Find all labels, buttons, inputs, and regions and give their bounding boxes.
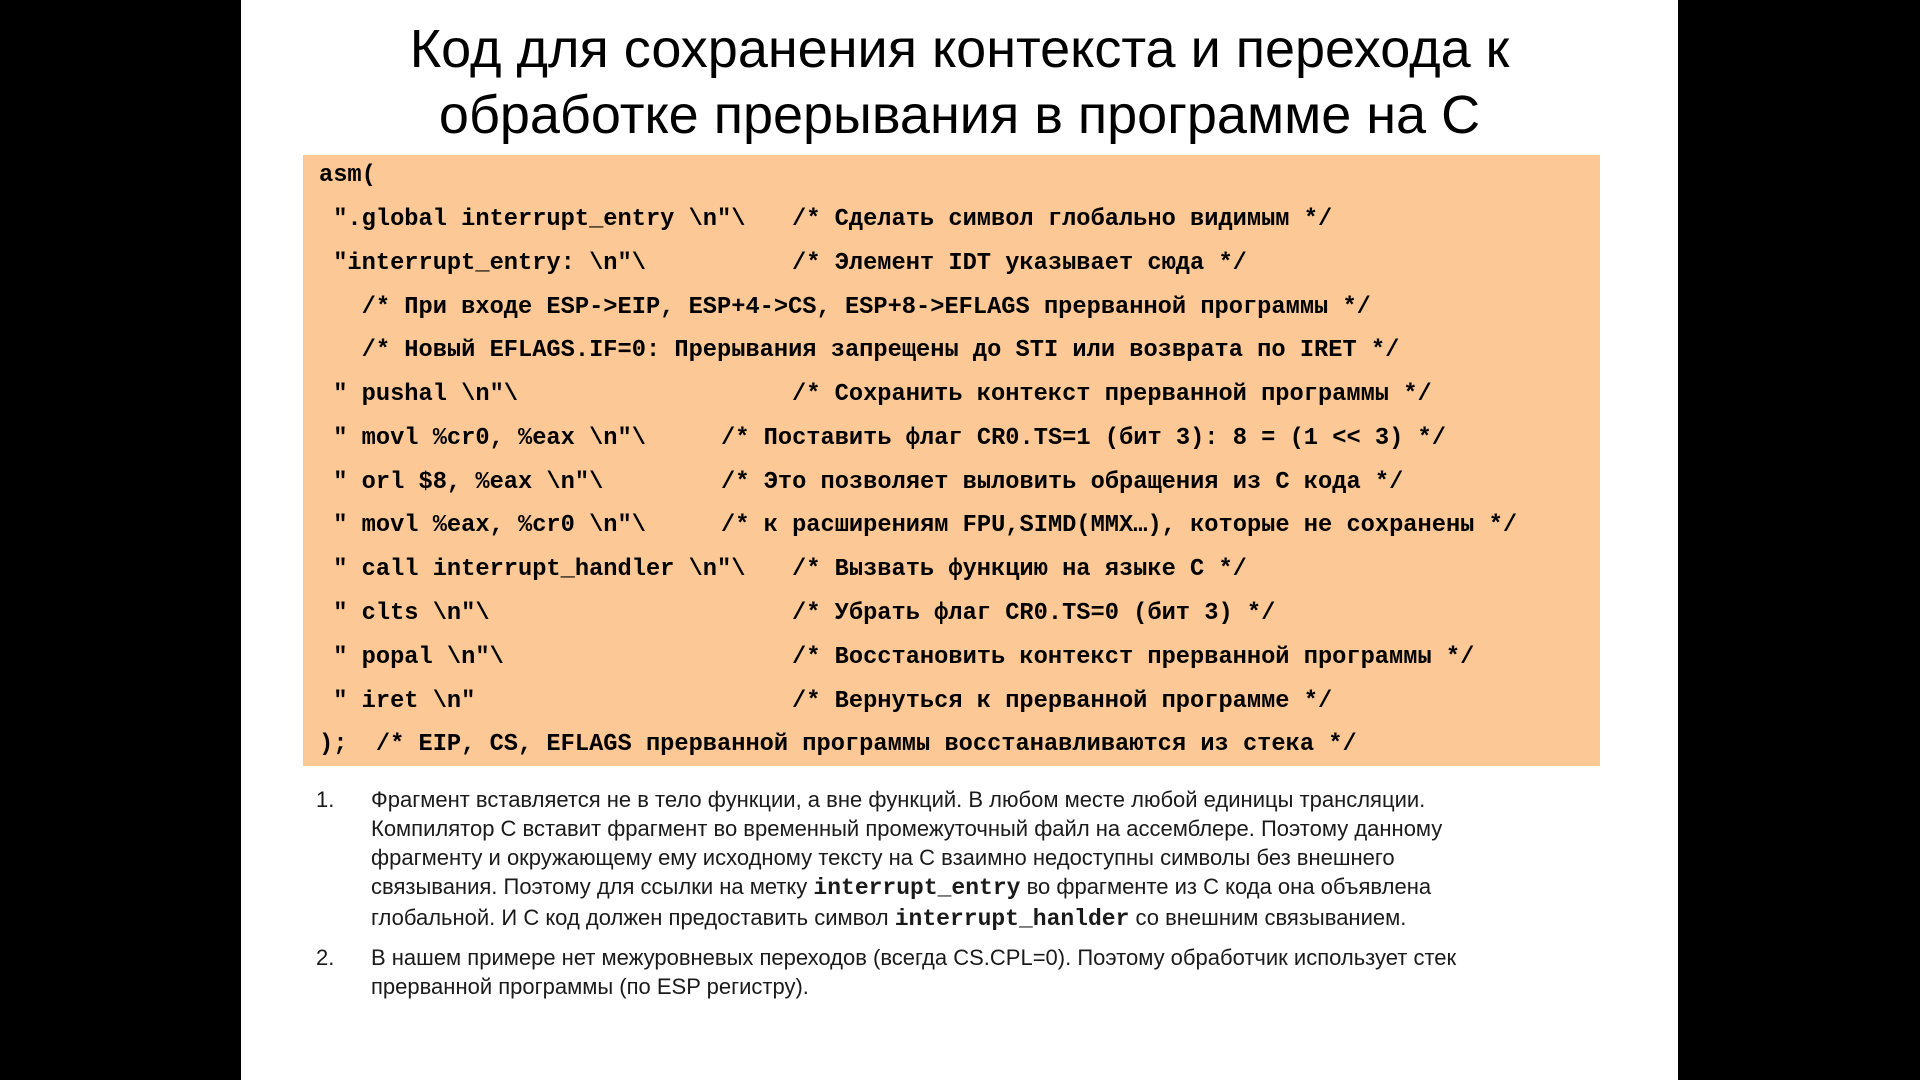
code-comment: /* Вызвать функцию на языке С */: [792, 556, 1247, 583]
note-text: [371, 785, 1621, 934]
code-text: " popal \n"\: [319, 644, 504, 671]
code-comment: /* Поставить флаг CR0.TS=1 (бит 3): 8 = (1 << 3) */: [721, 425, 1446, 452]
code-comment: /* Восстановить контекст прерванной программы */: [792, 644, 1475, 671]
code-text: asm(: [319, 162, 376, 189]
code-comment: /* Сохранить контекст прерванной программы */: [792, 381, 1432, 408]
code-line: [303, 682, 1600, 722]
slide-title: [241, 16, 1678, 148]
title-line-2: обработке прерывания в программе на С: [438, 85, 1481, 145]
code-text: " iret \n": [319, 688, 476, 715]
code-text: ); /* EIP, CS, EFLAGS прерванной программы восстанавливаются из стека */: [319, 731, 1357, 758]
note-line: прерванной программы (по ESP регистру).: [371, 974, 809, 999]
note-text-part: глобальной. И С код должен предоставить символ: [371, 905, 895, 930]
title-line-1: Код для сохранения контекста и перехода к: [409, 19, 1510, 79]
code-line: [303, 419, 1600, 459]
code-text: " call interrupt_handler \n"\: [319, 556, 746, 583]
code-line: [303, 594, 1600, 634]
code-text: " pushal \n"\: [319, 381, 519, 408]
code-text: " movl %cr0, %eax \n"\: [319, 425, 646, 452]
note-line: Фрагмент вставляется не в тело функции, а вне функций. В любом месте любой единицы трансляции.: [371, 787, 1426, 812]
list-number: 1.: [316, 787, 335, 812]
note-line: В нашем примере нет межуровневых переходов (всегда CS.CPL=0). Поэтому обработчик использует стек: [371, 945, 1457, 970]
code-text: " orl $8, %eax \n"\: [319, 469, 604, 496]
note-text-part: во фрагменте из С кода она объявлена: [1020, 874, 1432, 899]
note-text-part: связывания. Поэтому для ссылки на метку: [371, 874, 814, 899]
slide: [241, 0, 1678, 1080]
inline-code: interrupt_entry: [813, 875, 1021, 901]
code-line: [303, 244, 1600, 284]
code-block: [303, 155, 1600, 766]
note-line: [371, 872, 1621, 903]
code-comment: /* к расширениям FPU,SIMD(MMX…), которые не сохранены */: [721, 512, 1518, 539]
code-text: /* Новый EFLAGS.IF=0: Прерывания запрещены до STI или возврата по IRET */: [319, 337, 1400, 364]
code-line: [303, 550, 1600, 590]
code-line: [303, 463, 1600, 503]
inline-code: interrupt_hanlder: [894, 906, 1130, 932]
code-comment: /* Убрать флаг CR0.TS=0 (бит 3) */: [792, 600, 1276, 627]
code-line: [303, 725, 1600, 765]
code-line: [303, 506, 1600, 546]
code-comment: /* Сделать символ глобально видимым */: [792, 206, 1333, 233]
note-line: фрагменту и окружающему ему исходному тексту на С взаимно недоступны символы без внешнего: [371, 845, 1395, 870]
code-text: " movl %eax, %cr0 \n"\: [319, 512, 646, 539]
code-text: "interrupt_entry: \n"\: [319, 250, 646, 277]
note-text: [371, 943, 1621, 1001]
code-text: /* При входе ESP->EIP, ESP+4->CS, ESP+8->EFLAGS прерванной программы */: [319, 294, 1371, 321]
code-line: [303, 375, 1600, 415]
code-line: [303, 638, 1600, 678]
code-comment: /* Вернуться к прерванной программе */: [792, 688, 1333, 715]
code-line: [303, 156, 1600, 196]
code-line: [303, 288, 1600, 328]
code-text: ".global interrupt_entry \n"\: [319, 206, 746, 233]
note-line: [371, 903, 1621, 934]
code-line: [303, 200, 1600, 240]
code-comment: /* Элемент IDT указывает сюда */: [792, 250, 1247, 277]
code-line: [303, 331, 1600, 371]
note-line: Компилятор С вставит фрагмент во временный промежуточный файл на ассемблере. Поэтому данному: [371, 816, 1443, 841]
code-comment: /* Это позволяет выловить обращения из С кода */: [721, 469, 1404, 496]
note-text-part: со внешним связыванием.: [1129, 905, 1407, 930]
list-number: 2.: [316, 945, 335, 970]
code-text: " clts \n"\: [319, 600, 490, 627]
